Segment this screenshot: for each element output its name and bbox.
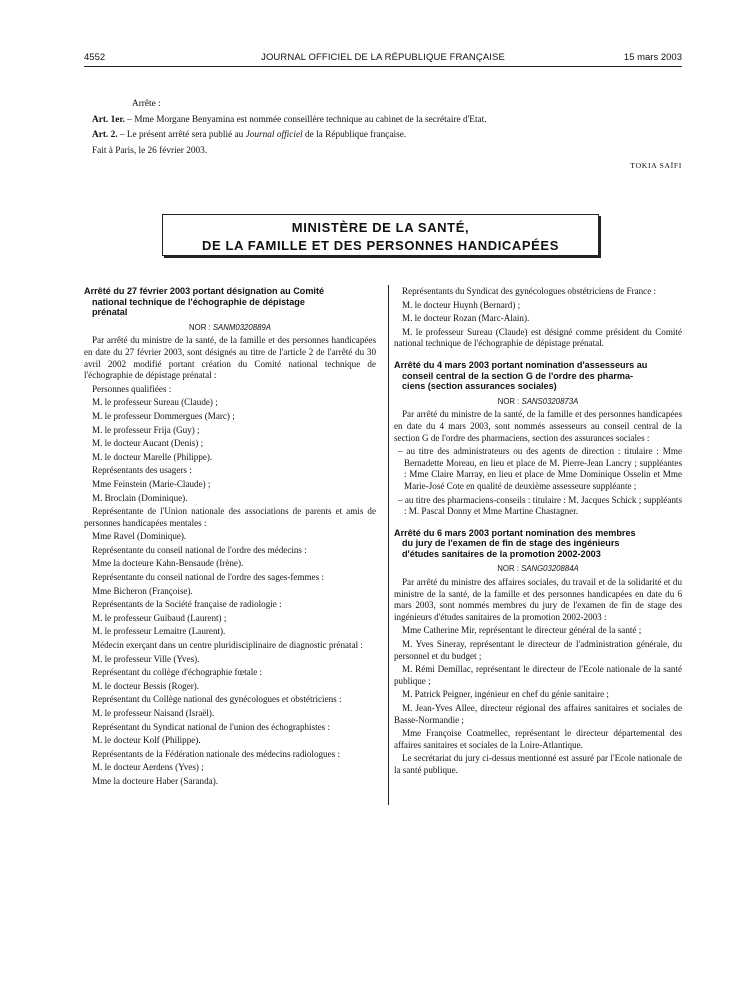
decree-title-2-line: ciens (section assurances sociales) — [402, 381, 557, 392]
page-number: 4552 — [84, 52, 106, 63]
decree-body-1 — [84, 335, 376, 787]
paragraph: M. le professeur Dommergues (Marc) ; — [92, 410, 235, 421]
decree-title-2-line: conseil central de la section G de l'ordre des pharma- — [402, 370, 634, 381]
paragraph: M. Broclain (Dominique). — [92, 492, 188, 503]
nor-code: SANS0320873A — [521, 396, 579, 406]
paragraph: Mme la docteure Haber (Saranda). — [92, 775, 218, 786]
nor-label: NOR : — [497, 396, 522, 406]
paragraph: Personnes qualifiées : — [92, 383, 172, 394]
paragraph: M. le professeur Frija (Guy) ; — [92, 424, 200, 435]
paragraph: Représentant du collège d'échographie fœtale : — [92, 667, 263, 678]
ministry-line-2: DE LA FAMILLE ET DES PERSONNES HANDICAPÉES — [202, 238, 559, 253]
decree-title-1-line: Arrêté du 27 février 2003 portant désignation au Comité — [84, 286, 325, 296]
nor-code: SANM0320889A — [212, 322, 271, 332]
paragraph: M. le professeur Ville (Yves). — [92, 653, 200, 664]
nor-reference-3 — [394, 563, 682, 575]
paragraph: M. Patrick Peigner, ingénieur en chef du génie sanitaire ; — [402, 689, 609, 700]
decree-body-1-continued — [394, 286, 682, 350]
decree-title-2-line: Arrêté du 4 mars 2003 portant nomination d'assesseurs au — [394, 359, 648, 370]
page-header — [84, 52, 682, 67]
list-item: – au titre des administrateurs ou des agents de direction : titulaire : Mme Bernadette Moreau, en lieu et place de M. Pierre-Jean Lancry ; suppléantes : Mme Claire Marray, en lieu et place de Mme Dominique Osselin et Mme Marie-José Cote en qualité de deuxième assesseure suppléante ; — [398, 446, 682, 491]
paragraph: M. Jean-Yves Allee, directeur régional des affaires sanitaires et sociales de Basse-Normandie ; — [394, 703, 682, 725]
article-2 — [84, 128, 682, 144]
paragraph: Mme Ravel (Dominique). — [92, 531, 187, 542]
paragraph: M. le docteur Aerdens (Yves) ; — [92, 762, 204, 773]
paragraph: M. le professeur Lemaitre (Laurent). — [92, 626, 226, 637]
journal-title: JOURNAL OFFICIEL DE LA RÉPUBLIQUE FRANÇAISE — [261, 52, 505, 63]
paragraph: M. le docteur Huynh (Bernard) ; — [402, 299, 521, 310]
paragraph: M. le professeur Sureau (Claude) est désigné comme président du Comité national technique de l'échographie de dépistage prénatal. — [394, 326, 682, 349]
paragraph: M. le docteur Bessis (Roger). — [92, 680, 200, 691]
fait-line: Fait à Paris, le 26 février 2003. — [92, 145, 208, 156]
arrete-label: Arrête : — [132, 99, 161, 109]
paragraph: M. le docteur Aucant (Denis) ; — [92, 438, 204, 449]
article-1 — [84, 113, 682, 129]
paragraph: M. le docteur Rozan (Marc-Alain). — [402, 313, 530, 324]
paragraph: Médecin exerçant dans un centre pluridisciplinaire de diagnostic prénatal : — [92, 640, 363, 651]
paragraph: Représentante du conseil national de l'ordre des médecins : — [92, 544, 307, 555]
paragraph: Représentants des usagers : — [92, 465, 192, 476]
left-column — [84, 286, 376, 790]
paragraph: M. le docteur Kolf (Philippe). — [92, 735, 201, 746]
decree-body-3 — [394, 577, 682, 777]
right-column — [394, 286, 682, 779]
paragraph: Par arrêté du ministre de la santé, de la famille et des personnes handicapées en date du 27 février 2003, sont désignés au titre de l'article 2 de l'arrêté du 30 avril 2002 modifié portant création du Comité national technique de l'échographie de dépistage prénatal : — [84, 335, 376, 381]
decree-title-1-line: prénatal — [92, 307, 128, 318]
decree-body-2 — [394, 409, 682, 517]
paragraph: Représentante de l'Union nationale des associations de parents et amis de personnes handicapées mentales : — [84, 506, 376, 528]
article-1-text: – Mme Morgane Benyamina est nommée conseillère technique au cabinet de la secrétaire d'Etat. — [124, 114, 487, 125]
nor-code: SANG0320884A — [521, 564, 579, 574]
decree-title-3-line: d'études sanitaires de la promotion 2002-2003 — [402, 548, 601, 559]
paragraph: M. le professeur Naisand (Israël). — [92, 708, 215, 718]
paragraph: M. Rémi Demillac, représentant le directeur de l'Ecole nationale de la santé publique ; — [394, 664, 682, 686]
intro-block — [84, 97, 682, 159]
ministry-heading — [162, 214, 599, 256]
article-1-label: Art. 1er. — [92, 114, 125, 125]
paragraph: Mme Feinstein (Marie-Claude) ; — [92, 478, 211, 489]
column-divider — [388, 285, 389, 805]
paragraph: Représentants de la Société française de radiologie : — [92, 599, 282, 610]
paragraph: Représentants du Syndicat des gynécologues obstétriciens de France : — [402, 286, 657, 296]
decree-title-1 — [84, 286, 376, 318]
nor-label: NOR : — [189, 322, 213, 332]
paragraph: M. le professeur Sureau (Claude) ; — [92, 397, 218, 408]
paragraph: Représentant du Collège national des gynécologues et obstétriciens : — [92, 694, 342, 705]
nor-label: NOR : — [497, 564, 522, 574]
paragraph: Par arrêté du ministre des affaires sociales, du travail et de la solidarité et du ministre de la santé, de la famille et des personnes handicapées en date du 6 mars 2003, sont nommés membres du jury de l'examen de fin de stage des ingénieurs d'études sanitaires de la promotion 2002-2003 : — [394, 577, 682, 622]
issue-date: 15 mars 2003 — [623, 52, 682, 63]
paragraph: Mme Bicheron (Françoise). — [92, 585, 193, 596]
decree-title-3-line: du jury de l'examen de fin de stage des ingénieurs — [402, 538, 620, 549]
ministry-line-1: MINISTÈRE DE LA SANTÉ, — [291, 220, 470, 235]
paragraph: Représentant du Syndicat national de l'union des échographistes : — [92, 721, 331, 732]
decree-title-2 — [394, 360, 682, 392]
paragraph: Par arrêté du ministre de la santé, de la famille et des personnes handicapées en date du 4 mars 2003, sont nommés assesseurs au conseil central de la section G de l'ordre des pharmaciens, section des assurances sociales : — [394, 409, 682, 443]
article-2-label: Art. 2. — [92, 130, 118, 140]
paragraph: Représentante du conseil national de l'ordre des sages-femmes : — [92, 572, 324, 583]
paragraph: Mme Françoise Coatmellec, représentant le directeur départemental des affaires sanitaires et sociales de la Loire-Atlantique. — [394, 728, 682, 750]
signature: TOKIA SAÏFI — [630, 161, 682, 170]
article-2-text-a: – Le présent arrêté sera publié au — [117, 130, 246, 140]
decree-title-1-line: national technique de l'échographie de dépistage — [92, 296, 305, 307]
paragraph: Mme Catherine Mir, représentant le directeur général de la santé ; — [402, 625, 642, 636]
article-2-text-b: de la République française. — [302, 130, 407, 140]
paragraph: Le secrétariat du jury ci-dessus mentionné est assuré par l'Ecole nationale de la santé publique. — [394, 753, 682, 775]
decree-title-3-line: Arrêté du 6 mars 2003 portant nomination des membres — [394, 527, 636, 538]
paragraph: Représentants de la Fédération nationale des médecins radiologues : — [92, 748, 340, 759]
list-item: – au titre des pharmaciens-conseils : titulaire : M. Jacques Schick ; suppléants : M. Pascal Donny et Mme Martine Chastagner. — [398, 494, 682, 517]
paragraph: Mme la docteure Kahn-Bensaude (Irène). — [92, 558, 244, 569]
decree-title-3 — [394, 528, 682, 560]
paragraph: M. le docteur Marelle (Philippe). — [92, 451, 213, 462]
paragraph: M. Yves Sineray, représentant le directeur de l'administration générale, du personnel et du budget ; — [394, 639, 682, 661]
article-2-italic: Journal officiel — [245, 130, 303, 140]
nor-reference-1 — [84, 322, 376, 334]
paragraph: M. le professeur Guibaud (Laurent) ; — [92, 612, 227, 623]
nor-reference-2 — [394, 396, 682, 408]
